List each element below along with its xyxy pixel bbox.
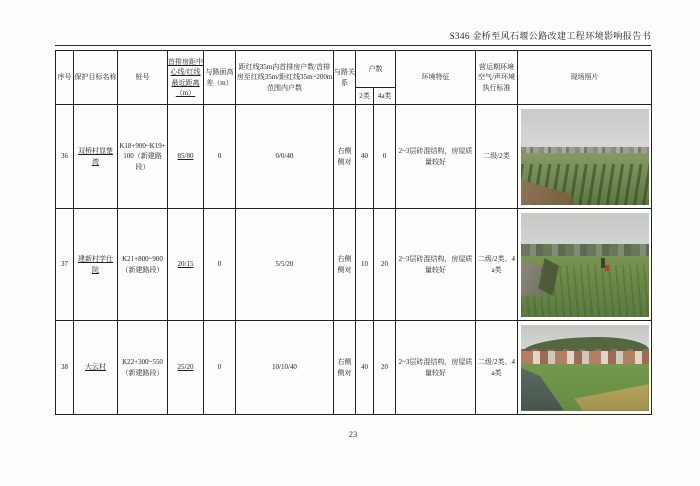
table-row bbox=[56, 209, 652, 321]
table-row bbox=[56, 321, 652, 415]
cell-stake: K21+800~900（新建路段） bbox=[118, 209, 168, 321]
cell-households-range: 5/5/20 bbox=[236, 209, 334, 321]
cell-class4a: 20 bbox=[374, 209, 396, 321]
cell-distance: 85/80 bbox=[168, 105, 204, 209]
cell-class4a: 0 bbox=[374, 105, 396, 209]
col-class4a: 4a类 bbox=[374, 88, 396, 105]
photo-tree-line bbox=[521, 244, 649, 258]
document-header bbox=[55, 29, 651, 46]
cell-class4a: 20 bbox=[374, 321, 396, 415]
cell-photo bbox=[518, 209, 652, 321]
photo-person-red-bag bbox=[605, 265, 609, 271]
cell-index: 38 bbox=[56, 321, 74, 415]
cell-road-relation: 右侧侧对 bbox=[334, 321, 356, 415]
cell-env-feature: 2~3层砖混结构，房屋质量较好 bbox=[396, 321, 476, 415]
cell-standard: 二级/2类、4a类 bbox=[476, 209, 518, 321]
table-row bbox=[56, 105, 652, 209]
cell-env-feature: 2~3层砖混结构，房屋质量较好 bbox=[396, 209, 476, 321]
cell-stake: K22+300~550（新建路段） bbox=[118, 321, 168, 415]
col-photo: 现场照片 bbox=[518, 51, 652, 105]
cell-env-feature: 2~3层砖混结构，房屋质量较好 bbox=[396, 105, 476, 209]
cell-households-range: 10/10/40 bbox=[236, 321, 334, 415]
cell-standard: 二级/2类、4a类 bbox=[476, 321, 518, 415]
header-rule bbox=[55, 45, 651, 46]
photo-sky bbox=[521, 109, 649, 151]
photo-village-buildings bbox=[521, 351, 649, 364]
page-number: 23 bbox=[348, 429, 358, 439]
cell-class2: 40 bbox=[356, 105, 374, 209]
cell-road-relation: 右侧侧对 bbox=[334, 105, 356, 209]
cell-height-diff: 0 bbox=[204, 105, 236, 209]
cell-name: 大云村 bbox=[74, 321, 118, 415]
cell-index: 37 bbox=[56, 209, 74, 321]
cell-road-relation: 右侧侧对 bbox=[334, 209, 356, 321]
col-standard: 营运期环境空气/声环境执行标准 bbox=[476, 51, 518, 105]
cell-distance: 20/15 bbox=[168, 209, 204, 321]
col-road-relation: 与路关系 bbox=[334, 51, 356, 105]
col-name: 保护目标名称 bbox=[74, 51, 118, 105]
cell-height-diff: 0 bbox=[204, 209, 236, 321]
col-env-feature: 环境特征 bbox=[396, 51, 476, 105]
cell-photo bbox=[518, 321, 652, 415]
site-photo-village bbox=[521, 325, 649, 411]
col-distance: 首排房距中心线/红线最近距离（m） bbox=[168, 51, 204, 105]
col-households: 户数 bbox=[356, 51, 396, 88]
cell-height-diff: 0 bbox=[204, 321, 236, 415]
cell-name: 双桥村显楚湾 bbox=[74, 105, 118, 209]
col-class2: 2类 bbox=[356, 88, 374, 105]
site-photo-field bbox=[521, 109, 649, 205]
cell-standard: 二级/2类 bbox=[476, 105, 518, 209]
col-stake: 桩号 bbox=[118, 51, 168, 105]
cell-households-range: 0/0/40 bbox=[236, 105, 334, 209]
header-title: S346 金桥至风石堰公路改建工程环境影响报告书 bbox=[449, 31, 651, 41]
cell-name: 建新村学仕院 bbox=[74, 209, 118, 321]
cell-distance: 25/20 bbox=[168, 321, 204, 415]
col-index: 序号 bbox=[56, 51, 74, 105]
photo-person-left bbox=[541, 269, 545, 277]
cell-index: 36 bbox=[56, 105, 74, 209]
cell-stake: K18+900~K19+100（新建路段） bbox=[118, 105, 168, 209]
protection-targets-table bbox=[55, 50, 652, 415]
cell-photo bbox=[518, 105, 652, 209]
col-households-range: 距红线35m内首排房户数/首排房至红线35m/距红线35m~200m范围内户数 bbox=[236, 51, 334, 105]
cell-class2: 40 bbox=[356, 321, 374, 415]
col-height-diff: 与路面高差（m） bbox=[204, 51, 236, 105]
site-photo-pond bbox=[521, 213, 649, 317]
cell-class2: 10 bbox=[356, 209, 374, 321]
